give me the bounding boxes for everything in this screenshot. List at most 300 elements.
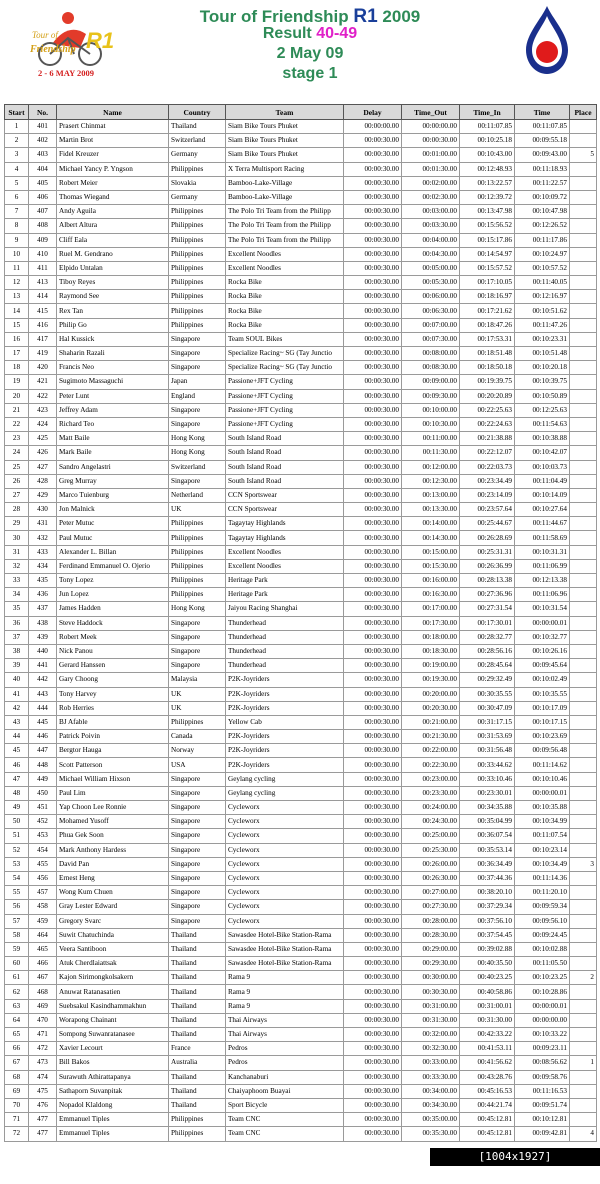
table-cell <box>570 687 597 701</box>
table-cell <box>570 999 597 1013</box>
table-cell: Matt Baile <box>57 432 169 446</box>
table-cell: 00:00:30.00 <box>344 432 402 446</box>
table-cell: 00:09:43.00 <box>515 148 570 162</box>
table-cell <box>570 190 597 204</box>
table-cell: 414 <box>29 290 57 304</box>
table-cell: 25 <box>5 460 29 474</box>
table-cell: 477 <box>29 1113 57 1127</box>
table-cell <box>570 659 597 673</box>
table-cell: 00:11:07.85 <box>460 120 515 134</box>
table-cell: 00:10:57.52 <box>515 261 570 275</box>
table-cell: 00:00:30.00 <box>402 134 460 148</box>
table-cell <box>570 233 597 247</box>
table-cell: Singapore <box>169 417 226 431</box>
table-cell: 14 <box>5 304 29 318</box>
table-cell: 00:14:30.00 <box>402 531 460 545</box>
table-cell: Kanchanaburi <box>226 1070 344 1084</box>
table-cell: 40 <box>5 673 29 687</box>
table-cell: 431 <box>29 517 57 531</box>
table-cell <box>570 942 597 956</box>
table-cell: 450 <box>29 786 57 800</box>
table-cell: Bamboo-Lake-Village <box>226 176 344 190</box>
table-cell: 433 <box>29 545 57 559</box>
table-cell: 00:31:00.01 <box>460 999 515 1013</box>
table-cell: 00:11:06.96 <box>515 588 570 602</box>
table-cell: 00:25:31.31 <box>460 545 515 559</box>
table-cell: 436 <box>29 588 57 602</box>
table-cell: 00:22:25.63 <box>460 403 515 417</box>
table-cell: 00:16:30.00 <box>402 588 460 602</box>
table-cell: 00:10:12.81 <box>515 1113 570 1127</box>
table-cell: 45 <box>5 744 29 758</box>
table-cell: 00:00:00.01 <box>515 999 570 1013</box>
table-cell: 00:29:30.00 <box>402 957 460 971</box>
results-sheet <box>4 104 596 1142</box>
table-cell: Veera Santiboon <box>57 942 169 956</box>
table-cell: 67 <box>5 1056 29 1070</box>
table-cell: 00:37:54.45 <box>460 928 515 942</box>
table-cell: 442 <box>29 673 57 687</box>
table-cell: 00:12:30.00 <box>402 474 460 488</box>
table-cell: 404 <box>29 162 57 176</box>
table-cell: 00:00:30.00 <box>344 233 402 247</box>
table-cell: 00:00:30.00 <box>344 247 402 261</box>
table-cell: Anuwat Ratanasatien <box>57 985 169 999</box>
table-cell: 00:10:00.00 <box>402 403 460 417</box>
table-cell: 24 <box>5 446 29 460</box>
table-cell: Hong Kong <box>169 432 226 446</box>
table-cell: South Island Road <box>226 474 344 488</box>
table-cell: 00:26:36.99 <box>460 559 515 573</box>
table-cell: Yellow Cab <box>226 715 344 729</box>
table-cell: 65 <box>5 1028 29 1042</box>
table-cell <box>570 602 597 616</box>
table-row <box>5 1070 597 1084</box>
table-cell: 7 <box>5 205 29 219</box>
table-cell <box>570 957 597 971</box>
table-cell: England <box>169 389 226 403</box>
table-cell: 417 <box>29 332 57 346</box>
table-row <box>5 205 597 219</box>
table-cell: Thailand <box>169 1084 226 1098</box>
table-row <box>5 843 597 857</box>
table-row <box>5 261 597 275</box>
table-cell: USA <box>169 758 226 772</box>
table-cell: 00:00:30.00 <box>344 190 402 204</box>
table-cell: 00:10:34.49 <box>515 857 570 871</box>
image-size-watermark: [1004x1927] https://upic.me/ <box>430 1148 600 1166</box>
table-cell: Rama 9 <box>226 971 344 985</box>
table-cell: 472 <box>29 1042 57 1056</box>
table-row <box>5 1113 597 1127</box>
table-cell: 2 <box>5 134 29 148</box>
table-cell: 28 <box>5 503 29 517</box>
table-cell: 468 <box>29 985 57 999</box>
table-cell: Philippines <box>169 162 226 176</box>
table-cell: 00:26:30.00 <box>402 871 460 885</box>
table-cell: Andy Aguila <box>57 205 169 219</box>
table-row <box>5 347 597 361</box>
table-cell: 00:22:30.00 <box>402 758 460 772</box>
table-cell: 00:10:25.18 <box>460 134 515 148</box>
table-cell: 438 <box>29 616 57 630</box>
table-cell <box>570 219 597 233</box>
table-cell: Philippines <box>169 574 226 588</box>
table-cell: 00:26:00.00 <box>402 857 460 871</box>
table-cell: Philippines <box>169 276 226 290</box>
table-row <box>5 602 597 616</box>
table-cell: 00:14:54.97 <box>460 247 515 261</box>
table-cell: 00:06:30.00 <box>402 304 460 318</box>
table-cell: 00:45:12.81 <box>460 1127 515 1141</box>
table-cell <box>570 1028 597 1042</box>
table-row <box>5 276 597 290</box>
table-cell: 428 <box>29 474 57 488</box>
table-cell: 00:25:44.67 <box>460 517 515 531</box>
table-cell: Ruel M. Gendrano <box>57 247 169 261</box>
table-cell: BJ Afable <box>57 715 169 729</box>
table-cell: 00:17:21.62 <box>460 304 515 318</box>
table-row <box>5 857 597 871</box>
table-cell: 458 <box>29 900 57 914</box>
table-cell: 47 <box>5 772 29 786</box>
table-cell: 00:00:30.00 <box>344 815 402 829</box>
table-cell: Norway <box>169 744 226 758</box>
table-cell: 00:09:30.00 <box>402 389 460 403</box>
logo-text-friendship: Friendship <box>30 44 76 55</box>
table-cell <box>570 261 597 275</box>
table-cell: 00:00:30.00 <box>344 942 402 956</box>
column-header: Time_In <box>460 105 515 120</box>
table-cell: 00:00:30.00 <box>344 1056 402 1070</box>
table-cell: Singapore <box>169 361 226 375</box>
table-cell: Siam Bike Tours Phuket <box>226 120 344 134</box>
table-cell: Singapore <box>169 403 226 417</box>
table-cell: Hong Kong <box>169 602 226 616</box>
table-cell: 34 <box>5 588 29 602</box>
table-row <box>5 999 597 1013</box>
table-cell: 00:00:30.00 <box>344 460 402 474</box>
table-cell: 58 <box>5 928 29 942</box>
table-cell: 00:33:00.00 <box>402 1056 460 1070</box>
table-cell: Philippines <box>169 219 226 233</box>
table-cell: Philippines <box>169 205 226 219</box>
table-cell: Germany <box>169 148 226 162</box>
table-cell: Cycleworx <box>226 801 344 815</box>
table-cell: 31 <box>5 545 29 559</box>
table-cell: 00:38:20.10 <box>460 886 515 900</box>
table-row <box>5 318 597 332</box>
table-cell: Scott Patterson <box>57 758 169 772</box>
table-cell <box>570 758 597 772</box>
table-cell: 406 <box>29 190 57 204</box>
table-cell: David Pan <box>57 857 169 871</box>
table-cell: 00:11:47.26 <box>515 318 570 332</box>
table-cell: 00:03:30.00 <box>402 219 460 233</box>
table-cell: 00:02:00.00 <box>402 176 460 190</box>
table-cell: 00:00:30.00 <box>344 162 402 176</box>
table-row <box>5 559 597 573</box>
table-cell <box>570 985 597 999</box>
table-cell: 38 <box>5 644 29 658</box>
table-cell: 00:23:30.00 <box>402 786 460 800</box>
table-cell: Switzerland <box>169 134 226 148</box>
table-cell: 00:30:47.09 <box>460 701 515 715</box>
table-cell <box>570 1042 597 1056</box>
table-cell: James Hadden <box>57 602 169 616</box>
column-header: Time <box>515 105 570 120</box>
table-cell: Team CNC <box>226 1127 344 1141</box>
table-row <box>5 971 597 985</box>
table-cell <box>570 829 597 843</box>
table-cell: 00:00:30.00 <box>344 1070 402 1084</box>
table-cell: 477 <box>29 1127 57 1141</box>
table-cell: Tony Harvey <box>57 687 169 701</box>
table-cell: 00:00:30.00 <box>344 219 402 233</box>
race-date: 2 May 09 <box>276 45 344 62</box>
table-cell: 00:30:00.00 <box>402 971 460 985</box>
table-row <box>5 772 597 786</box>
table-cell: 00:37:56.10 <box>460 914 515 928</box>
table-row <box>5 361 597 375</box>
table-cell: Richard Teo <box>57 417 169 431</box>
table-cell: 439 <box>29 630 57 644</box>
table-cell: 1 <box>570 1056 597 1070</box>
table-cell: 00:09:24.45 <box>515 928 570 942</box>
table-cell: 33 <box>5 574 29 588</box>
table-cell: 00:10:50.89 <box>515 389 570 403</box>
table-cell: Siam Bike Tours Phuket <box>226 148 344 162</box>
table-cell: Geylang cycling <box>226 786 344 800</box>
table-cell: 11 <box>5 261 29 275</box>
table-cell: Paul Lim <box>57 786 169 800</box>
table-cell: 00:09:45.64 <box>515 659 570 673</box>
table-cell: 00:00:30.00 <box>344 332 402 346</box>
table-cell <box>570 673 597 687</box>
table-cell: Hal Kussick <box>57 332 169 346</box>
table-cell: Marco Tuienburg <box>57 488 169 502</box>
table-cell: 454 <box>29 843 57 857</box>
table-cell: Philippines <box>169 233 226 247</box>
table-cell: 421 <box>29 375 57 389</box>
table-cell: 00:00:30.00 <box>344 1084 402 1098</box>
table-cell: Slovakia <box>169 176 226 190</box>
table-cell <box>570 574 597 588</box>
table-cell: Francis Neo <box>57 361 169 375</box>
table-cell: 00:31:30.00 <box>460 1013 515 1027</box>
table-cell: 437 <box>29 602 57 616</box>
table-cell: 00:32:00.00 <box>402 1028 460 1042</box>
table-cell <box>570 446 597 460</box>
table-cell: 37 <box>5 630 29 644</box>
table-cell: 35 <box>5 602 29 616</box>
table-cell: Michael Yancy P. Yngson <box>57 162 169 176</box>
table-cell: 66 <box>5 1042 29 1056</box>
table-cell: 61 <box>5 971 29 985</box>
table-cell: X Terra Multisport Racing <box>226 162 344 176</box>
table-cell: 00:33:10.46 <box>460 772 515 786</box>
table-cell: 443 <box>29 687 57 701</box>
table-cell: 00:07:30.00 <box>402 332 460 346</box>
table-cell: Sathaporn Suvanpitak <box>57 1084 169 1098</box>
table-cell <box>570 900 597 914</box>
table-cell: Gray Lester Edward <box>57 900 169 914</box>
table-cell: 00:19:39.75 <box>460 375 515 389</box>
table-cell <box>570 488 597 502</box>
table-cell: 408 <box>29 219 57 233</box>
table-cell: 00:00:30.00 <box>344 417 402 431</box>
column-header: Name <box>57 105 169 120</box>
table-cell: 5 <box>570 148 597 162</box>
table-cell: 441 <box>29 659 57 673</box>
table-cell: Worapong Chainant <box>57 1013 169 1027</box>
table-cell: 00:00:30.00 <box>344 758 402 772</box>
table-row <box>5 247 597 261</box>
title-r1: R1 <box>353 6 378 27</box>
table-cell: 54 <box>5 871 29 885</box>
table-cell: 8 <box>5 219 29 233</box>
table-cell: 00:18:51.48 <box>460 347 515 361</box>
table-cell <box>570 1113 597 1127</box>
table-cell: Singapore <box>169 474 226 488</box>
table-row <box>5 730 597 744</box>
table-cell: 470 <box>29 1013 57 1027</box>
table-cell: 00:35:04.99 <box>460 815 515 829</box>
table-cell: 00:01:30.00 <box>402 162 460 176</box>
table-row <box>5 134 597 148</box>
table-cell: Jeffrey Adam <box>57 403 169 417</box>
table-cell: 23 <box>5 432 29 446</box>
table-cell <box>570 815 597 829</box>
table-cell: Ernest Heng <box>57 871 169 885</box>
table-row <box>5 758 597 772</box>
table-cell: 00:00:30.00 <box>344 644 402 658</box>
table-cell: 00:00:30.00 <box>344 304 402 318</box>
table-cell: Raymond See <box>57 290 169 304</box>
column-header: Country <box>169 105 226 120</box>
table-cell: Ferdinand Emmanuel O. Ojerio <box>57 559 169 573</box>
table-cell: 00:09:58.76 <box>515 1070 570 1084</box>
table-cell: 00:11:06.99 <box>515 559 570 573</box>
table-cell: Philippines <box>169 1127 226 1141</box>
table-cell: 00:31:30.00 <box>402 1013 460 1027</box>
table-cell: Passione+JFT Cycling <box>226 417 344 431</box>
logo-text-r1: R1 <box>86 28 115 53</box>
table-cell: 4 <box>570 1127 597 1141</box>
table-cell: 59 <box>5 942 29 956</box>
table-row <box>5 446 597 460</box>
table-cell: 449 <box>29 772 57 786</box>
table-cell: Sport Bicycle <box>226 1098 344 1112</box>
table-cell <box>570 630 597 644</box>
table-cell: Greg Murray <box>57 474 169 488</box>
table-cell: Sompong Suwanratanasee <box>57 1028 169 1042</box>
table-cell: 00:30:30.00 <box>402 985 460 999</box>
table-cell: 00:28:45.64 <box>460 659 515 673</box>
table-cell: Sandro Angelastri <box>57 460 169 474</box>
table-cell: Thunderhead <box>226 630 344 644</box>
table-cell: Philippines <box>169 304 226 318</box>
table-cell: Paul Mutuc <box>57 531 169 545</box>
table-cell: Thailand <box>169 1013 226 1027</box>
table-cell: Switzerland <box>169 460 226 474</box>
table-cell: 00:00:30.00 <box>344 446 402 460</box>
table-cell: 00:00:30.00 <box>344 985 402 999</box>
table-cell: 00:35:00.00 <box>402 1113 460 1127</box>
table-cell: 00:08:56.62 <box>515 1056 570 1070</box>
table-cell: Japan <box>169 375 226 389</box>
table-cell: Thailand <box>169 985 226 999</box>
table-cell: 00:10:35.88 <box>515 801 570 815</box>
table-cell: 26 <box>5 474 29 488</box>
column-header: Time_Out <box>402 105 460 120</box>
table-cell: Philippines <box>169 531 226 545</box>
table-cell: 00:11:54.63 <box>515 417 570 431</box>
table-row <box>5 432 597 446</box>
table-cell: 00:22:12.07 <box>460 446 515 460</box>
table-row <box>5 715 597 729</box>
table-cell: 00:00:00.01 <box>515 616 570 630</box>
table-cell: 00:15:56.52 <box>460 219 515 233</box>
table-cell: 425 <box>29 432 57 446</box>
table-cell <box>570 644 597 658</box>
table-cell: Thailand <box>169 999 226 1013</box>
table-cell: Germany <box>169 190 226 204</box>
table-cell: 00:45:12.81 <box>460 1113 515 1127</box>
table-cell: Cycleworx <box>226 829 344 843</box>
table-cell: Bergtor Hauga <box>57 744 169 758</box>
table-row <box>5 1056 597 1070</box>
table-cell: 53 <box>5 857 29 871</box>
title-year: 2009 <box>382 7 421 26</box>
table-cell: Jon Malnick <box>57 503 169 517</box>
table-cell: 00:13:30.00 <box>402 503 460 517</box>
table-cell: 00:00:00.00 <box>344 120 402 134</box>
table-cell: 00:11:17.86 <box>515 233 570 247</box>
result-line <box>150 25 470 43</box>
table-cell <box>570 503 597 517</box>
column-header: Start <box>5 105 29 120</box>
table-cell: 51 <box>5 829 29 843</box>
table-cell <box>570 886 597 900</box>
table-cell: 411 <box>29 261 57 275</box>
table-cell: 407 <box>29 205 57 219</box>
table-row <box>5 417 597 431</box>
table-cell: 00:21:00.00 <box>402 715 460 729</box>
table-cell: 00:10:51.62 <box>515 304 570 318</box>
table-cell: Team CNC <box>226 1113 344 1127</box>
table-cell: Sawasdee Hotel-Bike Station-Rama <box>226 957 344 971</box>
table-cell: 00:00:30.00 <box>344 361 402 375</box>
table-cell: 00:09:00.00 <box>402 375 460 389</box>
table-cell: 455 <box>29 857 57 871</box>
table-cell: 00:00:30.00 <box>344 687 402 701</box>
table-cell: 00:00:30.00 <box>344 602 402 616</box>
table-cell: 17 <box>5 347 29 361</box>
table-cell: Tony Lopez <box>57 574 169 588</box>
table-cell: 00:00:30.00 <box>344 574 402 588</box>
table-cell: 401 <box>29 120 57 134</box>
table-cell: 00:10:47.98 <box>515 205 570 219</box>
table-cell: Thailand <box>169 942 226 956</box>
table-cell <box>570 1013 597 1027</box>
table-cell: 00:00:30.00 <box>344 503 402 517</box>
table-cell: 9 <box>5 233 29 247</box>
table-cell: Michael William Hixson <box>57 772 169 786</box>
table-cell: 00:34:00.00 <box>402 1084 460 1098</box>
table-cell: Tiboy Reyes <box>57 276 169 290</box>
table-cell: 00:07:00.00 <box>402 318 460 332</box>
